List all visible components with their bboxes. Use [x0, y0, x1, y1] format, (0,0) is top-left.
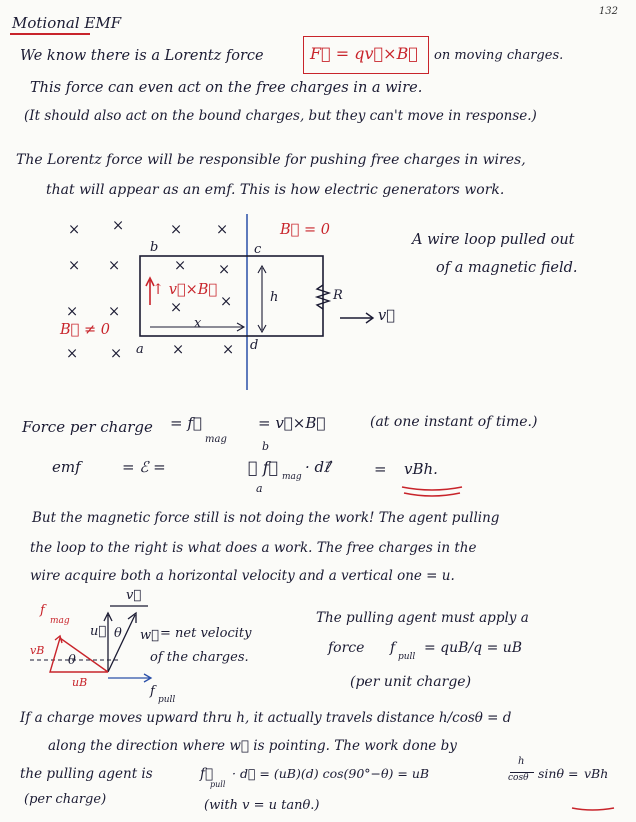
emf-integral-sub: mag	[282, 472, 302, 482]
field-mark: ×	[68, 222, 81, 238]
d2-theta1: θ	[114, 626, 122, 641]
result-underline	[572, 808, 614, 810]
field-mark: ×	[170, 222, 183, 238]
vxb-label: ↑ v⃗×B⃗	[152, 282, 218, 298]
force-eq: = f⃗	[170, 414, 202, 432]
width-x: x	[194, 316, 202, 331]
para3-line2: the loop to the right is what does a work. The free charges in the	[30, 540, 477, 556]
emf-eq: = ℰ =	[122, 458, 166, 476]
emf-result-eq: =	[374, 460, 387, 478]
fmag-triangle	[50, 638, 108, 672]
para4-line3-eq: f⃗	[200, 766, 214, 782]
force-label: Force per charge	[22, 418, 153, 436]
pulling-line2-sub: pull	[398, 652, 416, 662]
page-title: Motional EMF	[12, 14, 122, 32]
w-vector	[108, 615, 135, 672]
d2-vb: vB	[30, 644, 45, 657]
d2-w-label: w⃗	[140, 628, 159, 643]
para4-line4-post: (with v = u tanθ.)	[204, 798, 320, 813]
page-number: 132	[598, 6, 618, 17]
emf-upper-limit: b	[262, 440, 270, 453]
d2-ub: uB	[72, 676, 88, 689]
intro-line1-post: on moving charges.	[434, 48, 564, 63]
para4-frac-num: h	[518, 756, 525, 767]
para2-line2: that will appear as an emf. This is how electric generators work.	[46, 182, 505, 198]
velocity-v: v⃗	[378, 308, 395, 324]
d2-fpull: f	[150, 684, 155, 699]
field-mark: ×	[222, 342, 235, 358]
para3-line1: But the magnetic force still is not doing the work! The agent pulling	[32, 510, 500, 526]
para4-line4-pre: (per charge)	[24, 792, 107, 807]
pulling-line1: The pulling agent must apply a	[316, 610, 529, 626]
field-mark: ×	[174, 258, 187, 274]
height-h: h	[270, 290, 279, 305]
pulling-line2-post: = quB/q = uB	[424, 640, 523, 656]
d2-u-label: u⃗	[90, 624, 107, 639]
field-mark: ×	[220, 294, 233, 310]
para4-line3-sub: pull	[210, 780, 226, 789]
b-zero-label: B⃗ = 0	[280, 222, 330, 238]
force-sub: mag	[205, 434, 227, 445]
lorentz-equation: F⃗ = qv⃗×B⃗	[310, 44, 418, 63]
para4-line3-mid: · d⃗ = (uB)(d) cos(90°−θ) = uB	[232, 766, 430, 781]
field-mark: ×	[66, 304, 79, 320]
pulling-line2-f: f	[390, 640, 396, 656]
resistor-r: R	[333, 288, 343, 303]
para2-line1: The Lorentz force will be responsible for pushing free charges in wires,	[16, 152, 526, 168]
intro-line1-pre: We know there is a Lorentz force	[20, 48, 264, 64]
pulling-line3: (per unit charge)	[350, 674, 472, 690]
emf-lower-limit: a	[256, 482, 263, 495]
corner-b: b	[150, 240, 159, 255]
field-mark: ×	[66, 346, 79, 362]
d2-v-label: v⃗	[126, 588, 142, 603]
para4-frac-den: cosθ	[508, 773, 529, 783]
para4-line2: along the direction where w⃗ is pointing. The work done by	[48, 738, 457, 754]
intro-line2: This force can even act on the free charges in a wire.	[30, 80, 423, 96]
field-mark: ×	[172, 342, 185, 358]
caption-line2: of a magnetic field.	[436, 260, 578, 276]
d2-fmag: f	[40, 603, 45, 618]
d2-fmag-sub: mag	[50, 616, 70, 626]
d2-w-text1: = net velocity	[160, 626, 252, 641]
para4-line3-pre: the pulling agent is	[20, 766, 153, 782]
caption-line1: A wire loop pulled out	[412, 232, 575, 248]
intro-line3: (It should also act on the bound charges, but they can't move in response.)	[24, 108, 537, 124]
corner-c: c	[254, 242, 262, 257]
b-nonzero-label: B⃗ ≠ 0	[60, 322, 110, 338]
para3-line3: wire acquire both a horizontal velocity and a vertical one = u.	[30, 568, 455, 584]
field-mark: ×	[216, 222, 229, 238]
para4-line3-tail: sinθ =	[538, 766, 579, 781]
field-mark: ×	[112, 218, 125, 234]
corner-d: d	[250, 338, 259, 353]
field-mark: ×	[108, 258, 121, 274]
field-mark: ×	[170, 300, 183, 316]
field-mark: ×	[108, 304, 121, 320]
field-mark: ×	[110, 346, 123, 362]
d2-fpull-sub: pull	[158, 695, 176, 705]
field-mark: ×	[68, 258, 81, 274]
emf-integral-tail: · dℓ⃗	[305, 458, 331, 476]
d2-theta2: θ	[68, 653, 76, 668]
d2-w-text2: of the charges.	[150, 650, 249, 665]
force-rhs: = v⃗×B⃗	[258, 414, 326, 432]
para4-line1: If a charge moves upward thru h, it actually travels distance h/cosθ = d	[20, 710, 512, 726]
field-mark: ×	[218, 262, 231, 278]
force-note: (at one instant of time.)	[370, 414, 538, 430]
corner-a: a	[136, 342, 144, 357]
pulling-line2-pre: force	[328, 640, 365, 656]
para4-line3-result: vBh	[584, 766, 609, 781]
emf-label: emf	[52, 458, 81, 476]
emf-integral: ∮ f⃗	[248, 458, 279, 477]
emf-result: vBh.	[404, 460, 438, 478]
